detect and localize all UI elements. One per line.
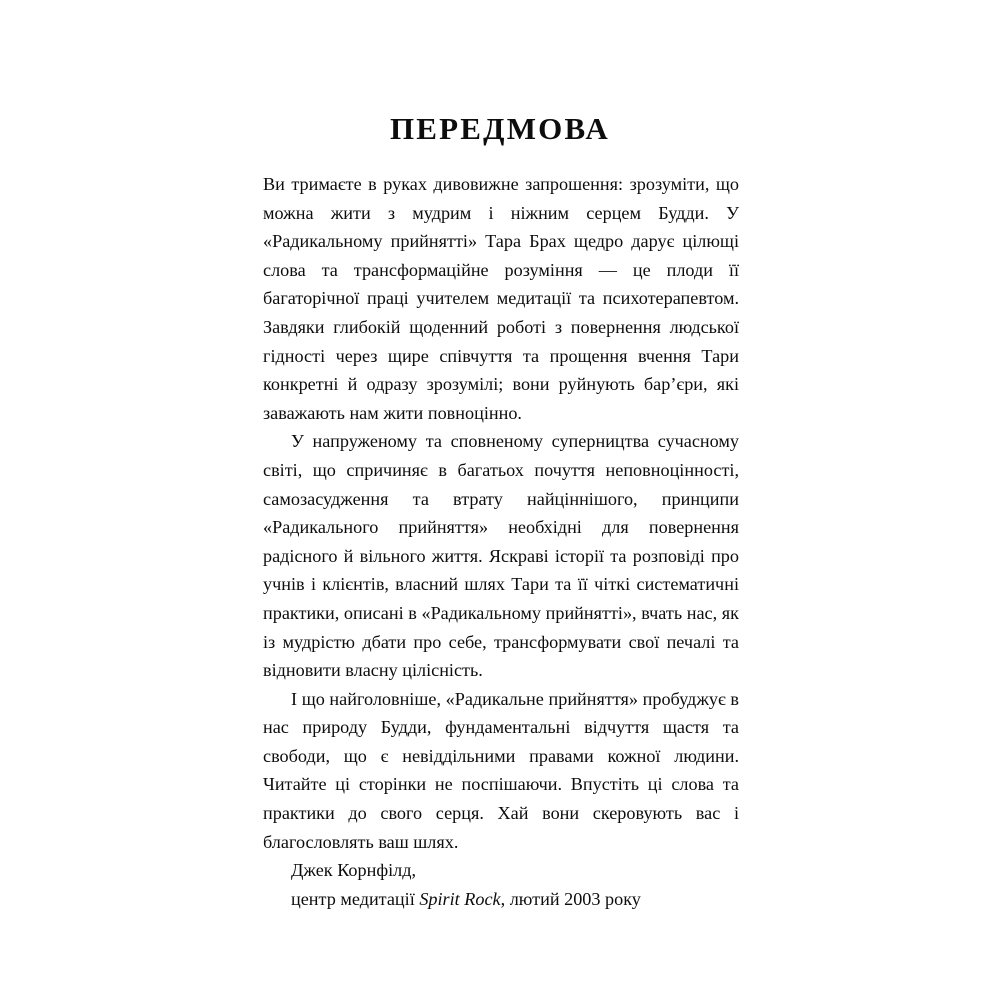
body-text: [263, 170, 739, 913]
paragraph-3: І що найголовніше, «Радикальне прийняття» пробуджує в нас природу Будди, фундаментальні відчуття щастя та свободи, що є невіддільними правами кожної людини. Читайте ці сторінки не поспішаючи. Впустіть ці слова та практики до свого серця. Хай вони скеровують вас і благословлять ваш шлях.: [263, 688, 739, 852]
signature-place-italic: Spirit Rock: [419, 888, 501, 909]
paragraph-1: Ви тримаєте в руках дивовижне запрошення: зрозуміти, що можна жити з мудрим і ніжним серцем Будди. У «Радикальному прийнятті» Тара Брах щедро дарує цілющі слова та трансформаційне розуміння — це плоди її багаторічної праці учителем медитації та психотерапевтом. Завдяки глибокій щоденний роботі з повернення людської гідності через щире співчуття та прощення вчення Тари конкретні й одразу зрозумілі; вони руйнують бар’єри, які заважають нам жити повноцінно.: [263, 174, 739, 423]
signature-place-suffix: , лютий 2003 року: [500, 888, 641, 909]
signature-place: [263, 885, 739, 914]
signature-name: Джек Корнфілд,: [291, 860, 417, 881]
page-title: ПЕРЕДМОВА: [389, 110, 610, 146]
paragraph-2: У напруженому та сповненому суперництва сучасному світі, що спричиняє в багатьох почуття неповноцінності, самозасудження та втрату найціннішого, принципи «Радикального прийняття» необхідні для повернення радісного й вільного життя. Яскраві історії та розповіді про учнів і клієнтів, власний шлях Тари та її чіткі систематичні практики, описані в «Радикальному прийнятті», вчать нас, як із мудрістю дбати про себе, трансформувати свої печалі та відновити власну цілісність.: [263, 431, 739, 681]
signature-place-prefix: центр медитації: [291, 888, 420, 909]
